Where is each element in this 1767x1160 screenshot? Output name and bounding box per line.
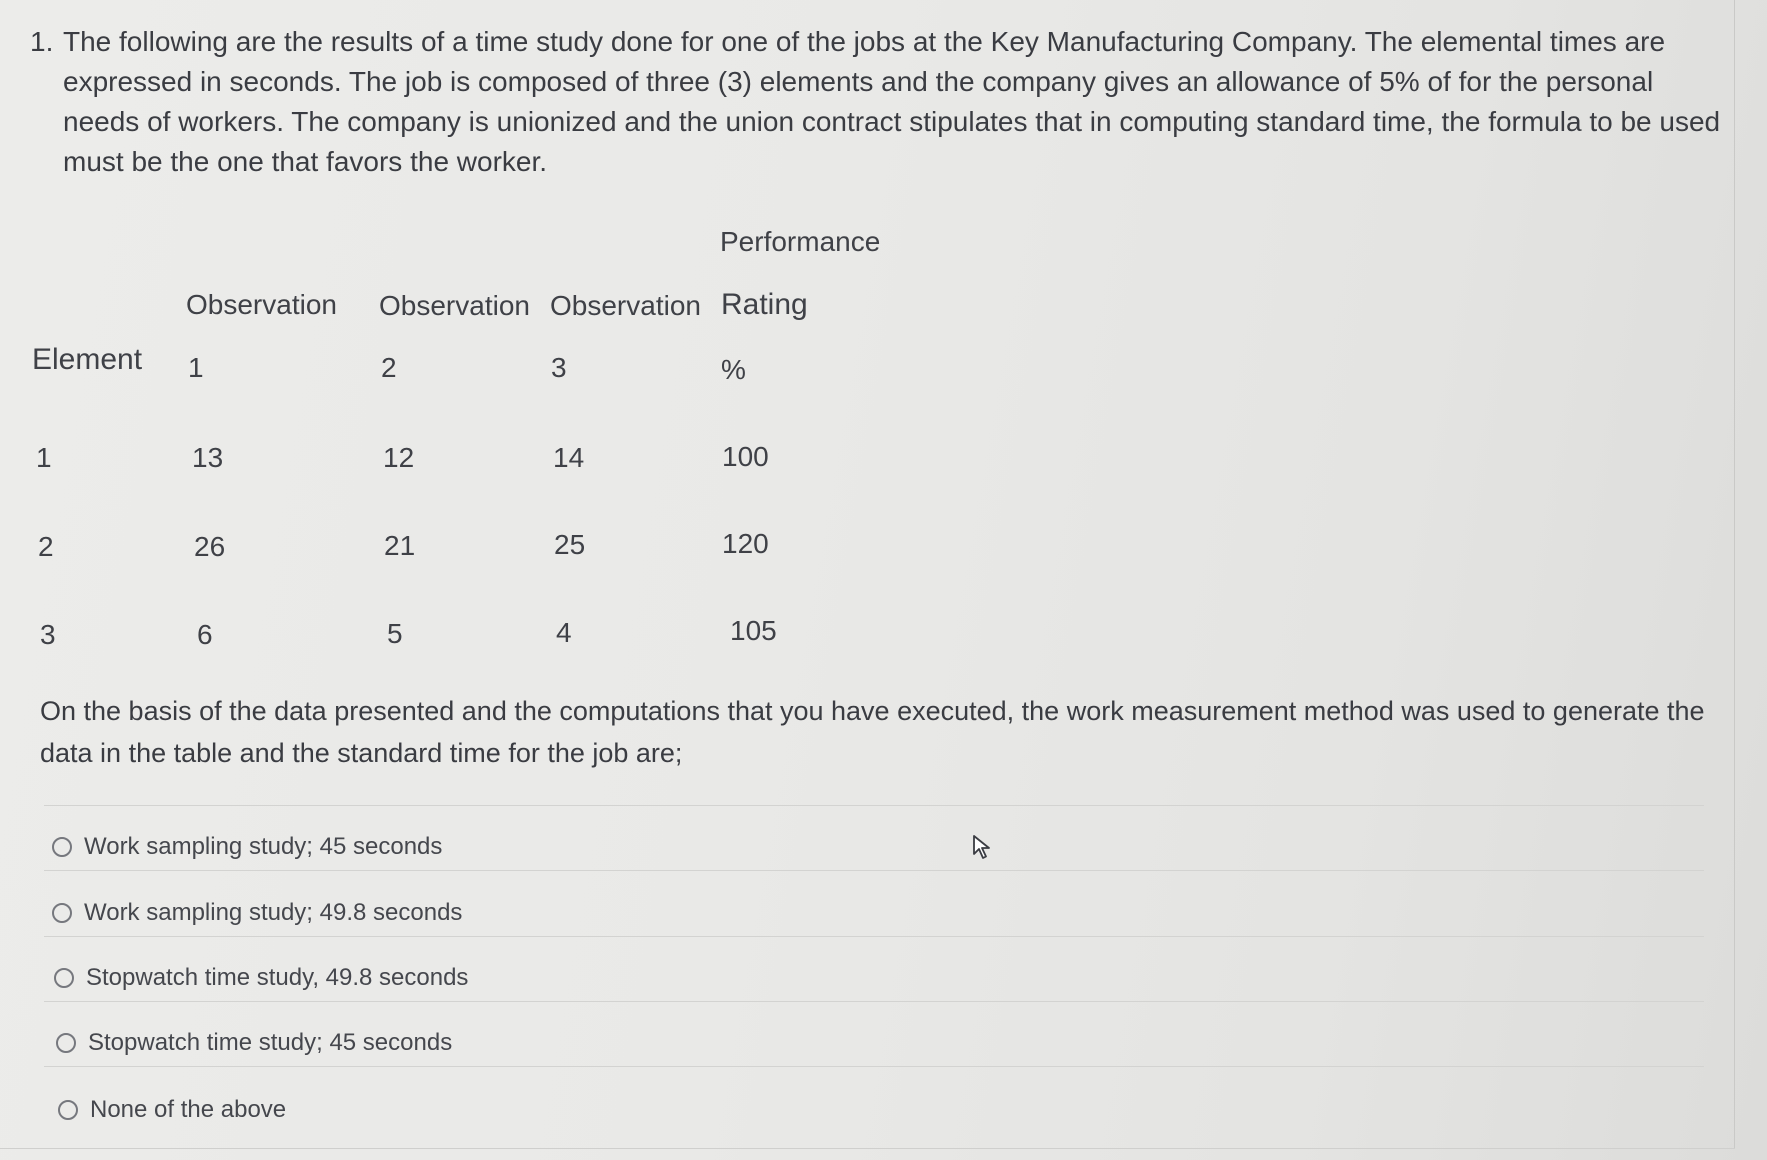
- mouse-pointer-icon: [972, 834, 994, 860]
- radio-button[interactable]: [52, 903, 72, 923]
- header-percent: %: [721, 354, 746, 385]
- question-prompt: [30, 22, 1730, 182]
- header-observation-2: Observation: [379, 290, 530, 321]
- question-number: 1.: [30, 26, 54, 57]
- question-text: The following are the results of a time study done for one of the jobs at the Key Manufacturing Company. The elemental times are expressed in seconds. The job is composed of three (3) elements and the company gives an allowance of 5% of for the personal needs of workers. The company is unionized and the union contract stipulates that in computing standard time, the formula to be used must be the one that favors the worker.: [63, 26, 1721, 177]
- rating-cell: 100: [722, 441, 769, 472]
- option-divider: [44, 805, 1704, 806]
- followup-question: On the basis of the data presented and the computations that you have executed, the work measurement method was used to generate the data in the table and the standard time for the job are;: [40, 696, 1705, 768]
- option-label: Work sampling study; 45 seconds: [84, 833, 443, 860]
- option-label: None of the above: [90, 1096, 287, 1123]
- element-cell: 2: [38, 531, 54, 562]
- observation-3-cell: 14: [553, 442, 585, 473]
- option-label: Work sampling study; 49.8 seconds: [84, 899, 463, 926]
- rating-cell: 120: [722, 528, 769, 559]
- panel-border: [1734, 0, 1735, 1148]
- header-element: Element: [32, 343, 143, 376]
- observation-2-cell: 21: [384, 530, 416, 561]
- option-work-sampling-49-8[interactable]: [52, 899, 462, 927]
- radio-button[interactable]: [54, 968, 74, 988]
- option-label: Stopwatch time study, 49.8 seconds: [86, 964, 469, 991]
- header-observation-1-number: 1: [188, 352, 204, 383]
- radio-button[interactable]: [52, 837, 72, 857]
- option-stopwatch-49-8[interactable]: [54, 964, 468, 992]
- option-divider: [44, 1066, 1704, 1067]
- observation-3-cell: 4: [556, 617, 572, 648]
- option-divider: [44, 870, 1704, 871]
- observation-1-cell: 26: [194, 531, 226, 562]
- element-cell: 1: [36, 442, 52, 473]
- header-rating: Rating: [721, 288, 808, 321]
- header-observation-2-number: 2: [381, 352, 397, 383]
- option-label: Stopwatch time study; 45 seconds: [88, 1029, 453, 1056]
- option-work-sampling-45[interactable]: [52, 833, 442, 861]
- option-none-of-the-above[interactable]: [58, 1096, 286, 1124]
- panel-bottom-border: [0, 1148, 1735, 1149]
- observation-2-cell: 12: [383, 442, 415, 473]
- radio-button[interactable]: [58, 1100, 78, 1120]
- observation-1-cell: 13: [192, 442, 224, 473]
- observation-3-cell: 25: [554, 529, 586, 560]
- option-divider: [44, 936, 1704, 937]
- observation-2-cell: 5: [387, 618, 403, 649]
- header-performance: Performance: [720, 226, 881, 257]
- header-observation-3: Observation: [550, 290, 701, 321]
- rating-cell: 105: [730, 615, 777, 646]
- option-stopwatch-45[interactable]: [56, 1029, 452, 1057]
- header-observation-1: Observation: [186, 289, 337, 320]
- radio-button[interactable]: [56, 1033, 76, 1053]
- header-observation-3-number: 3: [551, 352, 567, 383]
- observation-1-cell: 6: [197, 619, 213, 650]
- option-divider: [44, 1001, 1704, 1002]
- element-cell: 3: [40, 619, 56, 650]
